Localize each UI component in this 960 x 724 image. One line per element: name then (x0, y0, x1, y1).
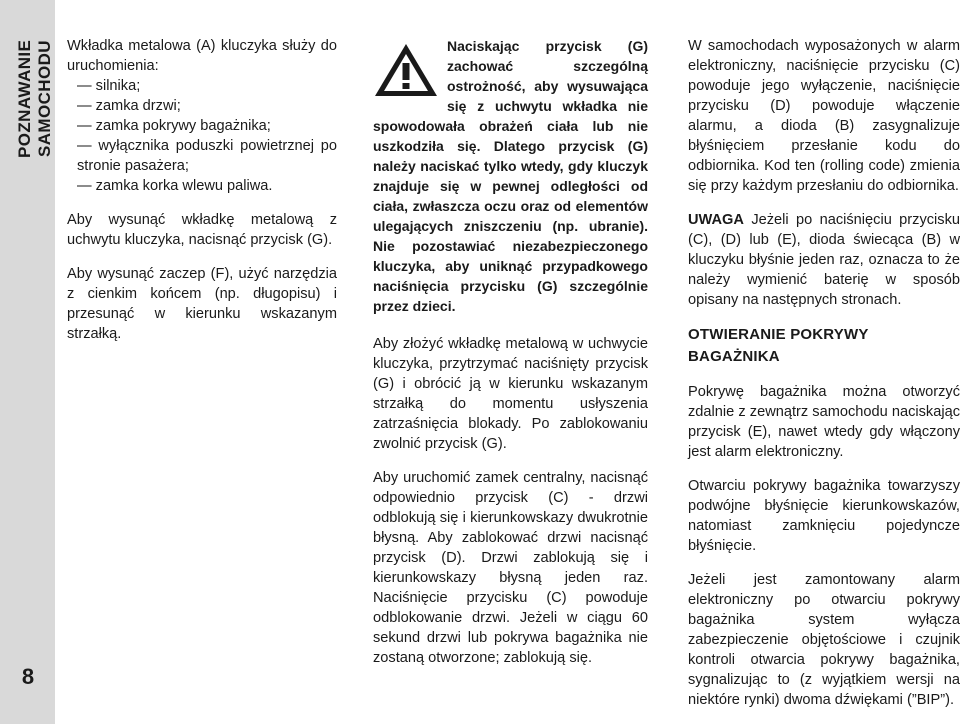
warning-triangle-icon (373, 42, 439, 98)
list-item: — zamka drzwi; (77, 98, 181, 114)
paragraph: Jeżeli jest zamontowany alarm elektroniczny po otwarciu pokrywy bagażnika system wyłącza zabezpieczenie objętościowe i czujnik kontroli otwarcia pokrywy bagażnika, sygnalizując to (z wyjątkiem wersji na niektóre rynki) dwoma dźwiękami (”BIP”). (688, 572, 960, 708)
list-item: — silnika; (77, 78, 141, 94)
note-paragraph (688, 210, 960, 310)
column-1 (67, 36, 337, 358)
paragraph: Otwarciu pokrywy bagażnika towarzyszy podwójne błyśnięcie kierunkowskazów, natomiast zamknięciu pojedyncze błyśnięcie. (688, 478, 960, 554)
note-text: Jeżeli po naciśnięciu przycisku (C), (D) lub (E), dioda świecąca (B) w kluczyku błyśnie jeden raz, oznacza to że należy wymienić baterię w sposób opisany na następnych stronach. (688, 212, 960, 308)
column-2 (373, 36, 648, 682)
section-heading: OTWIERANIE POKRYWY BAGAŻNIKA (688, 326, 869, 365)
warning-text: Naciskając przycisk (G) zachować szczególną ostrożność, aby wysuwająca się z uchwytu wkładka nie spowodowała obrażeń ciała lub nie uszkodziła się. Dlatego przycisk (G) należy naciskać tylko wtedy, gdy kluczyk znajduje się w pewnej odległości od ciała, zwłaszcza oczu oraz od elementów ulegających zniszczeniu (np. ubranie). Nie pozostawiać niezabezpieczonego kluczyka, aby uniknąć przypadkowego naciśnięcia przycisku (G) szczególnie przez dzieci. (373, 38, 648, 314)
list-item: — zamka korka wlewu paliwa. (77, 178, 273, 194)
list-item: — zamka pokrywy bagażnika; (77, 118, 271, 134)
warning-block (373, 36, 648, 316)
list-item: — wyłącznika poduszki powietrznej po stronie pasażera; (77, 138, 337, 174)
page-number: 8 (21, 664, 35, 689)
sidebar (0, 0, 55, 724)
paragraph: Aby złożyć wkładkę metalową w uchwycie kluczyka, przytrzymać naciśnięty przycisk (G) i obrócić ją w kierunku wskazanym strzałką do momentu usłyszenia zatrzaśnięcia blokady. Po zablokowaniu zwolnić przycisk (G). (373, 336, 648, 452)
paragraph: W samochodach wyposażonych w alarm elektroniczny, naciśnięcie przycisku (C) powoduje jego wyłączenie, naciśnięcie przycisku (D) powoduje włączenie alarmu, a dioda (B) zasygnalizuje błyśnięciem przesłanie kodu do odbiornika. Kod ten (rolling code) zmienia się przy każdym przesłaniu do odbiornika. (688, 38, 960, 194)
intro-text: Wkładka metalowa (A) kluczyka służy do uruchomienia: (67, 38, 337, 74)
paragraph: Aby wysunąć zaczep (F), użyć narzędzia z cienkim końcem (np. długopisu) i przesunąć w kierunku wskazanym strzałką. (67, 266, 337, 342)
paragraph: Aby uruchomić zamek centralny, nacisnąć odpowiednio przycisk (C) - drzwi odblokują się i kierunkowskazy dwukrotnie błysną. Aby zablokować drzwi nacisnąć przycisk (D). Drzwi zablokują się i kierunkowskazy błysną jeden raz. Naciśnięcie przycisku (C) powoduje odblokowanie drzwi. Jeżeli w ciągu 60 sekund drzwi lub pokrywa bagażnika nie zostaną otworzone; zablokują się. (373, 470, 648, 666)
column-3 (688, 36, 960, 724)
paragraph: Aby wysunąć wkładkę metalową z uchwytu kluczyka, nacisnąć przycisk (G). (67, 212, 337, 248)
note-label: UWAGA (688, 212, 744, 228)
paragraph: Pokrywę bagażnika można otworzyć zdalnie z zewnątrz samochodu naciskając przycisk (E), nawet wtedy gdy włączony jest alarm elektroniczny. (688, 384, 960, 460)
section-title: POZNAWANIE SAMOCHODU (15, 40, 54, 159)
